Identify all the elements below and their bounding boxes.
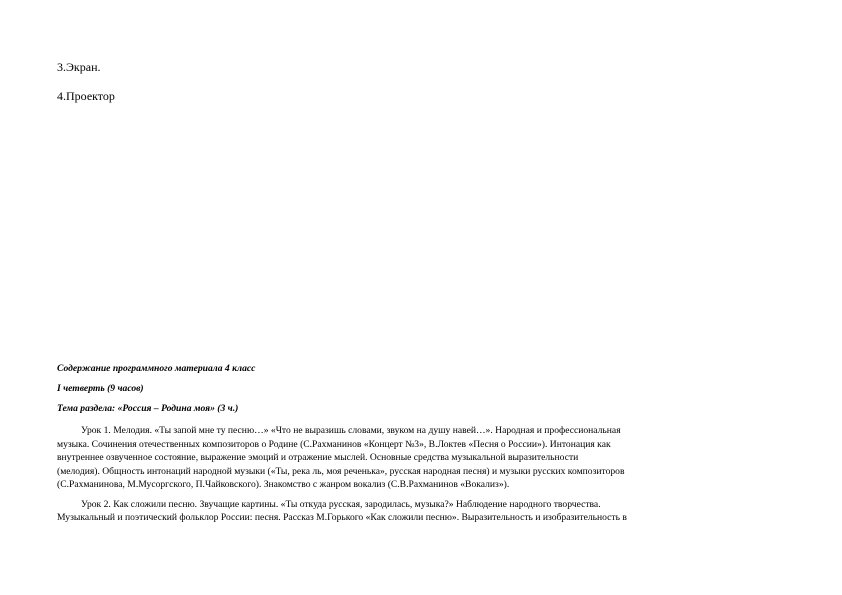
paragraph-line: внутреннее озвученное состояние, выражение эмоций и отражение мыслей. Основные средства музыкальной выразительности: [57, 452, 579, 463]
quarter-heading: I четверть (9 часов): [57, 383, 144, 394]
paragraph-line: Урок 2. Как сложили песню. Звучащие картины. «Ты откуда русская, зародилась, музыка?» Наблюдение народного творчества.: [81, 498, 601, 510]
section-title: Содержание программного материала 4 класс: [57, 363, 256, 374]
equipment-list-item-screen: 3.Экран.: [57, 60, 101, 74]
paragraph-line: Урок 1. Мелодия. «Ты запой мне ту песню…» «Что не выразишь словами, звуком на душу навей…». Народная и профессиональная: [81, 425, 621, 436]
program-content-section: [57, 363, 797, 525]
paragraph-line: Музыкальный и поэтический фольклор России: песня. Рассказ М.Горького «Как сложили песню». Выразительность и изобразительность в: [57, 512, 627, 523]
paragraph-line: музыка. Сочинения отечественных композиторов о Родине (С.Рахманинов «Концерт №3», В.Локтев «Песня о России»). Интонация как: [57, 438, 611, 450]
lesson-1-paragraph: [57, 424, 797, 492]
paragraph-line: (мелодия). Общность интонаций народной музыки («Ты, река ль, моя реченька», русская народная песня) и музыки русских композиторов: [57, 465, 625, 477]
equipment-list-item-projector: 4.Проектор: [57, 89, 115, 103]
topic-heading: Тема раздела: «Россия – Родина моя» (3 ч.): [57, 403, 239, 414]
lesson-2-paragraph: [57, 498, 797, 525]
paragraph-line: (С.Рахманинова, М.Мусоргского, П.Чайковского). Знакомство с жанром вокализ (С.В.Рахманинов «Вокализ»).: [57, 479, 510, 490]
